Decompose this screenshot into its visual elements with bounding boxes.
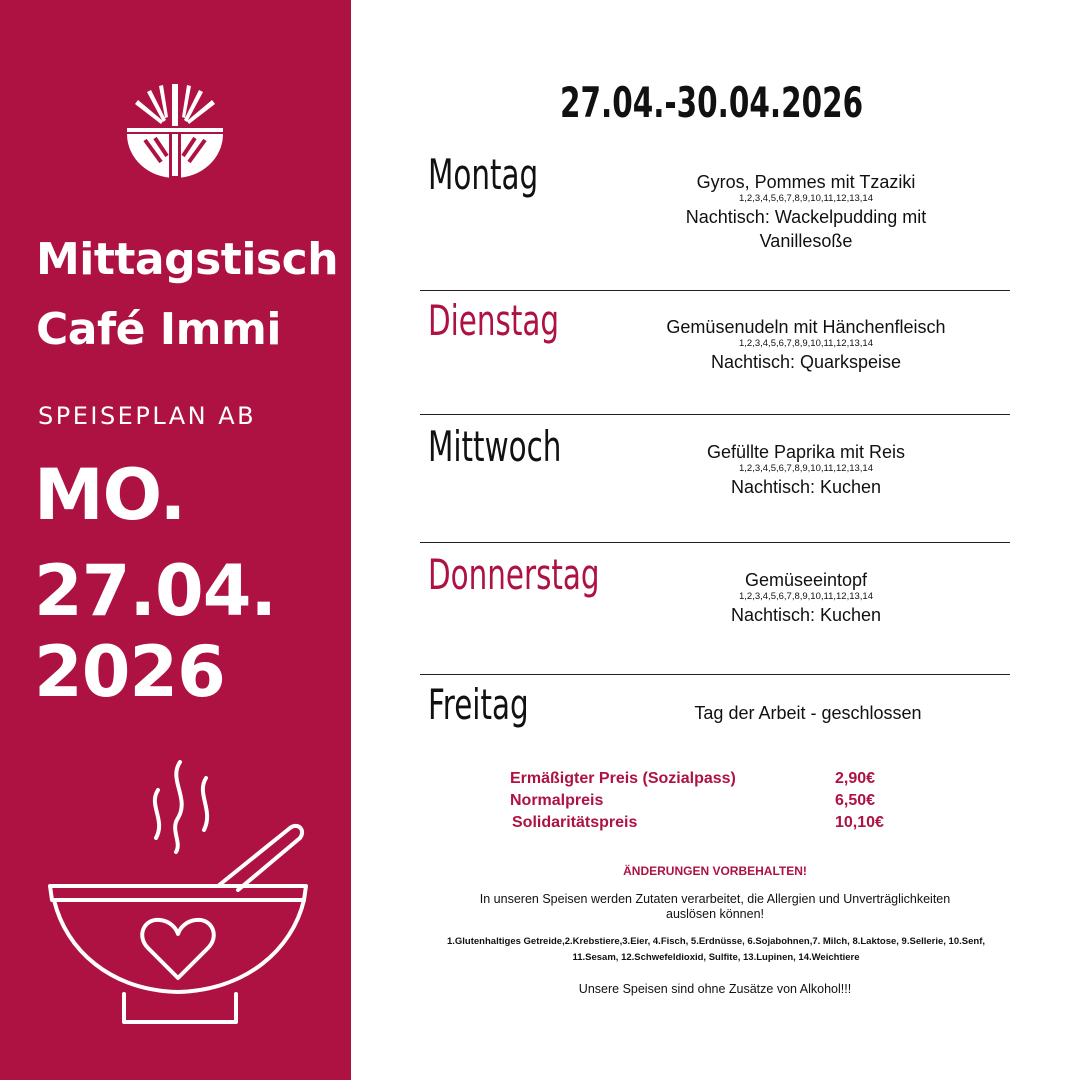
dish-text: Gemüsenudeln mit Hänchenfleisch: [666, 317, 946, 337]
soup-bowl-heart-icon: [40, 750, 320, 1035]
day-wednesday: Mittwoch: [428, 422, 562, 471]
price-row: [510, 770, 910, 792]
price-label: Ermäßigter Preis (Sozialpass): [510, 770, 736, 787]
day-tuesday: Dienstag: [428, 296, 560, 345]
allergy-intro-line: In unseren Speisen werden Zutaten verarbeitet, die Allergien und Unverträglichkeiten: [479, 892, 951, 906]
allergy-list: [416, 934, 1016, 966]
price-value: 6,50€: [835, 792, 876, 809]
dish-text: Gefüllte Paprika mit Reis: [706, 442, 906, 462]
price-list: [510, 770, 910, 836]
meal-wednesday: [600, 442, 1012, 499]
meal-friday: [602, 703, 1014, 724]
start-weekday: MO.: [34, 454, 186, 536]
menu-subtitle: SPEISEPLAN AB: [38, 402, 257, 430]
dessert-text: Nachtisch: Kuchen: [730, 477, 882, 497]
divider: [420, 542, 1010, 543]
price-label: Solidaritätspreis: [512, 814, 638, 831]
start-year: 2026: [34, 631, 225, 713]
allergen-codes: 1,2,3,4,5,6,7,8,9,10,11,12,13,14: [739, 193, 873, 204]
day-friday: Freitag: [428, 680, 529, 729]
alcohol-note: Unsere Speisen sind ohne Zusätze von Alkohol!!!: [578, 982, 852, 996]
dessert-text: Vanillesoße: [759, 231, 853, 251]
allergy-intro: [440, 892, 990, 922]
dessert-text: Nachtisch: Kuchen: [730, 605, 882, 625]
price-label: Normalpreis: [510, 792, 604, 809]
allergen-codes: 1,2,3,4,5,6,7,8,9,10,11,12,13,14: [739, 338, 873, 349]
cafe-title-line1: Mittagstisch: [36, 234, 339, 285]
price-row: [510, 814, 910, 836]
divider: [420, 414, 1010, 415]
meal-monday: [600, 172, 1012, 253]
allergy-list-line: 11.Sesam, 12.Schwefeldioxid, Sulfite, 13.Lupinen, 14.Weichtiere: [572, 952, 860, 963]
day-monday: Montag: [428, 150, 539, 199]
dessert-text: Nachtisch: Quarkspeise: [710, 352, 902, 372]
dish-text: Gyros, Pommes mit Tzaziki: [696, 172, 916, 192]
date-range: 27.04.-30.04.2026: [560, 78, 864, 127]
price-value: 10,10€: [835, 814, 884, 831]
cafe-title-line2: Café Immi: [36, 304, 281, 355]
dish-text: Gemüseeintopf: [744, 570, 868, 590]
allergy-list-line: 1.Glutenhaltiges Getreide,2.Krebstiere,3.Eier, 4.Fisch, 5.Erdnüsse, 6.Sojabohnen,7. Milch, 8.Laktose, 9.Sellerie, 10.Senf,: [446, 936, 985, 947]
meal-thursday: [600, 570, 1012, 627]
price-value: 2,90€: [835, 770, 876, 787]
allergen-codes: 1,2,3,4,5,6,7,8,9,10,11,12,13,14: [739, 463, 873, 474]
dish-text: Tag der Arbeit - geschlossen: [694, 703, 922, 723]
allergen-codes: 1,2,3,4,5,6,7,8,9,10,11,12,13,14: [739, 591, 873, 602]
caritas-cross-logo: [125, 82, 225, 178]
allergy-intro-line: auslösen können!: [666, 907, 764, 921]
sidebar: [0, 0, 351, 1080]
meal-tuesday: [600, 317, 1012, 374]
dessert-text: Nachtisch: Wackelpudding mit: [685, 207, 927, 227]
changes-notice: ÄNDERUNGEN VORBEHALTEN!: [623, 864, 807, 878]
price-row: [510, 792, 910, 814]
divider: [420, 290, 1010, 291]
day-thursday: Donnerstag: [428, 550, 600, 599]
divider: [420, 674, 1010, 675]
start-date: 27.04.: [34, 550, 277, 632]
